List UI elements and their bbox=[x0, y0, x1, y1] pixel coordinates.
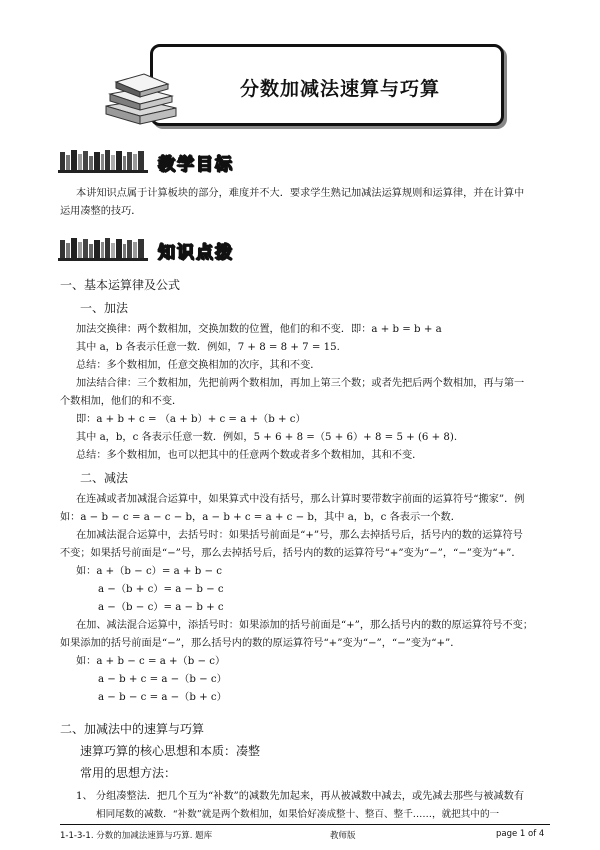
core-idea: 速算巧算的核心思想和本质：凑整 bbox=[80, 744, 261, 758]
add-heading: 一、加法 bbox=[80, 301, 129, 315]
method-item-line: 1、 分组凑整法．把几个互为“补数”的减数先加起来，再从被减数中减去，或先减去那些与被减数有 bbox=[76, 791, 525, 802]
part1-heading: 一、基本运算律及公式 bbox=[60, 278, 181, 292]
add-line: 即：a + b + c = （a + b）+ c = a +（b + c） bbox=[76, 414, 306, 425]
sub-line: 在加、减法混合运算中，添括号时：如果添加的括号前面是“+”，那么括号内的数的原运算符号不变； bbox=[76, 620, 534, 631]
section-label-knowledge: 知识点拨 bbox=[158, 243, 234, 263]
intro-line-2: 运用凑整的技巧． bbox=[60, 206, 142, 217]
sub-line: 如果添加的括号前面是“−”，那么括号内的数的原运算符号“+”变为“−”，“−”变为“+”． bbox=[60, 638, 461, 649]
add-line: 加法交换律：两个数相加，交换加数的位置，他们的和不变．即：a + b = b + a bbox=[76, 324, 442, 335]
part2-heading: 二、加减法中的速算与巧算 bbox=[60, 722, 205, 736]
add-line: 总结：多个数相加，任意交换相加的次序，其和不变． bbox=[76, 360, 321, 371]
sub-line: 如：a +（b − c）= a + b − c bbox=[76, 566, 222, 577]
sub-heading: 二、减法 bbox=[80, 471, 129, 485]
methods-heading: 常用的思想方法： bbox=[80, 766, 177, 780]
sub-line: a − b + c = a −（b − c） bbox=[98, 674, 227, 685]
add-line: 加法结合律：三个数相加，先把前两个数相加，再加上第三个数；或者先把后两个数相加，再与第一 bbox=[76, 378, 525, 389]
sub-line: 在连减或者加减混合运算中，如果算式中没有括号，那么计算时要带数字前面的运算符号“搬家”．例 bbox=[76, 494, 525, 505]
add-line: 总结：多个数相加，也可以把其中的任意两个数或者多个数相加，其和不变． bbox=[76, 450, 423, 461]
sub-line: 不变；如果括号前面是“−”号，那么去掉括号后，括号内的数的运算符号“+”变为“−”，“−”变为“+”． bbox=[60, 548, 522, 559]
sub-line: 如：a + b − c = a +（b − c） bbox=[76, 656, 226, 667]
add-line: 其中 a，b 各表示任意一数．例如，7 + 8 = 8 + 7 = 15. bbox=[76, 342, 340, 353]
bookshelf-icon bbox=[58, 148, 148, 174]
sub-line: a −（b + c）= a − b − c bbox=[98, 584, 224, 595]
sub-line: 如：a − b − c = a − c − b，a − b + c = a + c − b，其中 a，b，c 各表示一个数． bbox=[60, 512, 461, 523]
sub-line: a − b − c = a −（b + c） bbox=[98, 692, 227, 703]
footer-right: page 1 of 4 bbox=[496, 829, 545, 839]
bookshelf-icon bbox=[58, 236, 148, 262]
method-item-line: 相同尾数的减数．“补数”就是两个数相加，如果恰好凑成整十、整百、整千……，就把其中的一 bbox=[96, 809, 500, 820]
sub-line: a −（b − c）= a − b + c bbox=[98, 602, 224, 613]
section-label-goal: 教学目标 bbox=[158, 155, 234, 175]
footer-center: 教师版 bbox=[330, 831, 356, 841]
footer-rule bbox=[60, 824, 550, 825]
add-line: 个数相加，他们的和不变． bbox=[60, 396, 183, 407]
sub-line: 在加减法混合运算中，去括号时：如果括号前面是“+”号，那么去掉括号后，括号内的数的运算符号 bbox=[76, 530, 523, 541]
footer-left: 1-1-3-1. 分数的加减法速算与巧算. 题库 bbox=[60, 831, 213, 841]
intro-line-1: 本讲知识点属于计算板块的部分，难度并不大．要求学生熟记加减法运算规则和运算律，并在计算中 bbox=[76, 188, 525, 199]
add-line: 其中 a，b，c 各表示任意一数．例如，5 + 6 + 8 =（5 + 6）+ 8 = 5 + (6 + 8). bbox=[76, 432, 458, 443]
books-illustration bbox=[102, 66, 180, 130]
page-title: 分数加减法速算与巧算 bbox=[240, 78, 441, 100]
